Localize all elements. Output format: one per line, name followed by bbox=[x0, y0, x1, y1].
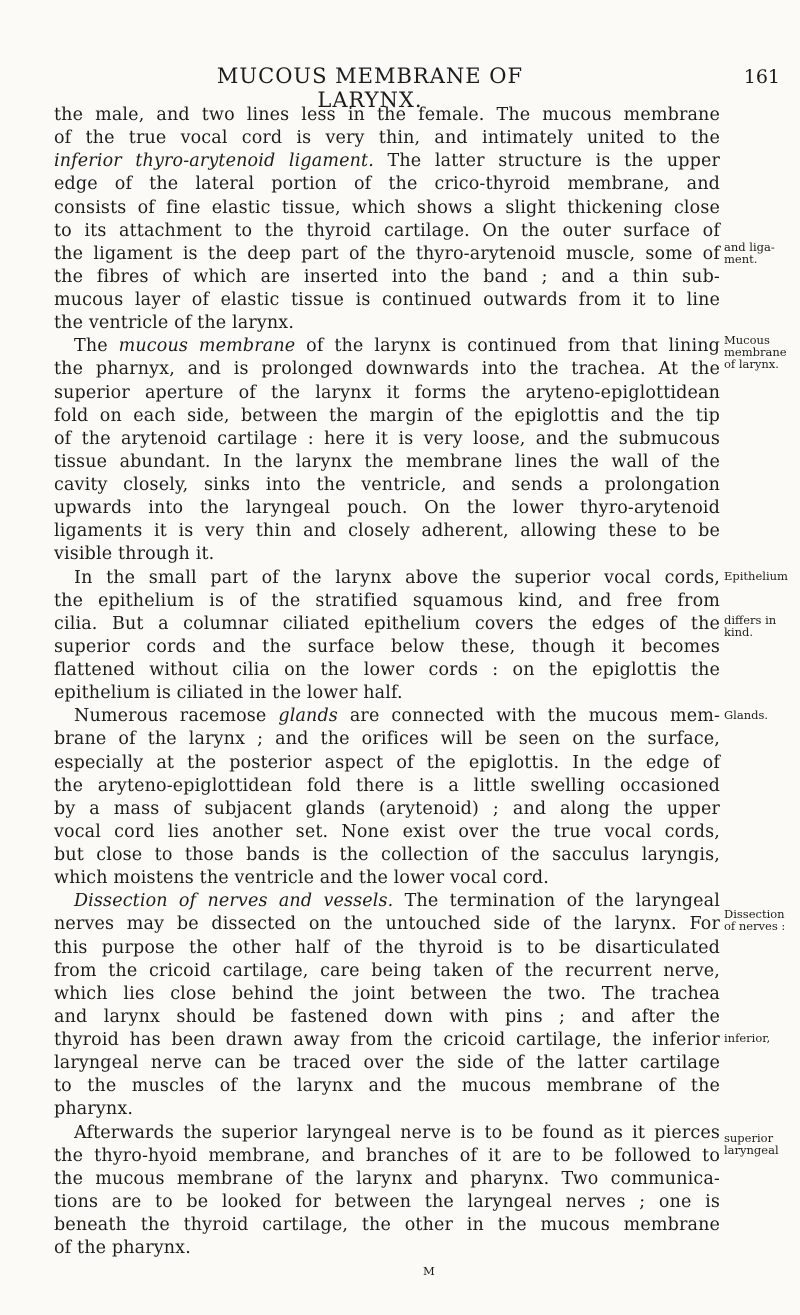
margin-note: Mucous membrane of larynx. bbox=[724, 333, 787, 371]
text-line: thyroid has been drawn away from the cricoid cartilage, the inferior bbox=[54, 1030, 720, 1050]
text-line: epithelium is ciliated in the lower half. bbox=[54, 683, 403, 704]
text-line: the thyro-hyoid membrane, and branches of it are to be followed to bbox=[54, 1145, 720, 1166]
margin-note: Dissection of nerves : bbox=[724, 907, 786, 933]
text-line: of the pharynx. bbox=[54, 1238, 191, 1259]
text-line: tions are to be looked for between the laryngeal nerves ; one is bbox=[54, 1191, 720, 1212]
text-line: tissue abundant. In the larynx the membrane lines the wall of the bbox=[54, 451, 720, 472]
text-line: Afterwards the superior laryngeal nerve is to be found as it pierces bbox=[74, 1122, 720, 1143]
text-line: cilia. But a columnar ciliated epithelium covers the edges of the bbox=[54, 613, 720, 634]
text-line: edge of the lateral portion of the crico-thyroid membrane, and bbox=[54, 174, 720, 195]
text-line: mucous layer of elastic tissue is continued outwards from it to line bbox=[54, 290, 720, 310]
margin-note: Glands. bbox=[724, 708, 769, 722]
body-text bbox=[54, 104, 720, 1260]
text-line: which lies close behind the joint between the two. The trachea bbox=[54, 983, 720, 1004]
text-line: to the muscles of the larynx and the mucous membrane of the bbox=[54, 1076, 720, 1097]
text-line: the epithelium is of the stratified squamous kind, and free from bbox=[54, 590, 720, 611]
text-line: the male, and two lines less in the female. The mucous membrane bbox=[54, 105, 720, 125]
text-line: beneath the thyroid cartilage, the other in the mucous membrane bbox=[54, 1215, 720, 1235]
text-line: Numerous racemose glands are connected with the mucous mem- bbox=[74, 706, 721, 727]
page-number: 161 bbox=[743, 66, 780, 88]
text-line: of the true vocal cord is very thin, and intimately united to the bbox=[54, 128, 720, 149]
text-line: brane of the larynx ; and the orifices will be seen on the surface, bbox=[54, 729, 720, 750]
text-line: laryngeal nerve can be traced over the side of the latter cartilage bbox=[54, 1053, 720, 1074]
text-line: inferior thyro-arytenoid ligament. The latter structure is the upper bbox=[54, 151, 720, 172]
text-line: the mucous membrane of the larynx and pharynx. Two communica- bbox=[54, 1168, 720, 1189]
text-line: flattened without cilia on the lower cords : on the epiglottis the bbox=[54, 660, 720, 680]
text-line: by a mass of subjacent glands (arytenoid) ; and along the upper bbox=[54, 798, 720, 819]
text-line: fold on each side, between the margin of the epiglottis and the tip bbox=[54, 405, 720, 426]
margin-note: superior laryngeal bbox=[724, 1131, 779, 1157]
text-line: cavity closely, sinks into the ventricle, and sends a prolongation bbox=[54, 475, 720, 495]
text-line: and larynx should be fastened down with pins ; and after the bbox=[54, 1006, 720, 1027]
text-line: Dissection of nerves and vessels. The termination of the laryngeal bbox=[74, 891, 720, 912]
text-line: from the cricoid cartilage, care being taken of the recurrent nerve, bbox=[54, 960, 720, 981]
signature-mark: M bbox=[423, 1264, 435, 1278]
text-line: but close to those bands is the collection of the sacculus laryngis, bbox=[54, 845, 720, 865]
text-line: nerves may be dissected on the untouched side of the larynx. For bbox=[54, 914, 720, 935]
text-line: visible through it. bbox=[54, 544, 215, 565]
text-line: to its attachment to the thyroid cartilage. On the outer surface of bbox=[54, 220, 720, 241]
text-line: superior cords and the surface below these, though it becomes bbox=[54, 636, 720, 657]
text-line: ligaments it is very thin and closely adherent, allowing these to be bbox=[54, 521, 720, 542]
text-line: the ligament is the deep part of the thyro-arytenoid muscle, some of bbox=[54, 243, 720, 264]
text-line: the aryteno-epiglottidean fold there is a little swelling occasioned bbox=[54, 775, 720, 796]
text-line: the ventricle of the larynx. bbox=[54, 313, 295, 334]
text-line: which moistens the ventricle and the lower vocal cord. bbox=[54, 868, 549, 889]
text-line: the fibres of which are inserted into the band ; and a thin sub- bbox=[54, 266, 720, 287]
text-line: consists of fine elastic tissue, which shows a slight thickening close bbox=[54, 197, 720, 218]
text-line: superior aperture of the larynx it forms the aryteno-epiglottidean bbox=[54, 382, 720, 403]
text-line: of the arytenoid cartilage : here it is very loose, and the submucous bbox=[54, 428, 720, 449]
text-line: this purpose the other half of the thyroid is to be disarticulated bbox=[54, 937, 720, 958]
margin-note: and liga- ment. bbox=[724, 240, 775, 266]
text-line: The mucous membrane of the larynx is continued from that lining bbox=[74, 336, 720, 357]
text-line: pharynx. bbox=[54, 1099, 134, 1120]
running-title: MUCOUS MEMBRANE OF LARYNX. bbox=[216, 64, 524, 112]
margin-note: differs in kind. bbox=[724, 613, 777, 639]
running-header bbox=[0, 0, 800, 112]
text-line: In the small part of the larynx above the superior vocal cords, bbox=[74, 567, 720, 588]
margin-note: Epithelium bbox=[724, 569, 788, 583]
text-line: upwards into the laryngeal pouch. On the lower thyro-arytenoid bbox=[54, 498, 720, 519]
margin-note: inferior, bbox=[724, 1031, 771, 1045]
text-line: the pharnyx, and is prolonged downwards into the trachea. At the bbox=[54, 359, 720, 380]
text-line: especially at the posterior aspect of the epiglottis. In the edge of bbox=[54, 752, 720, 773]
text-line: vocal cord lies another set. None exist over the true vocal cords, bbox=[54, 821, 720, 842]
